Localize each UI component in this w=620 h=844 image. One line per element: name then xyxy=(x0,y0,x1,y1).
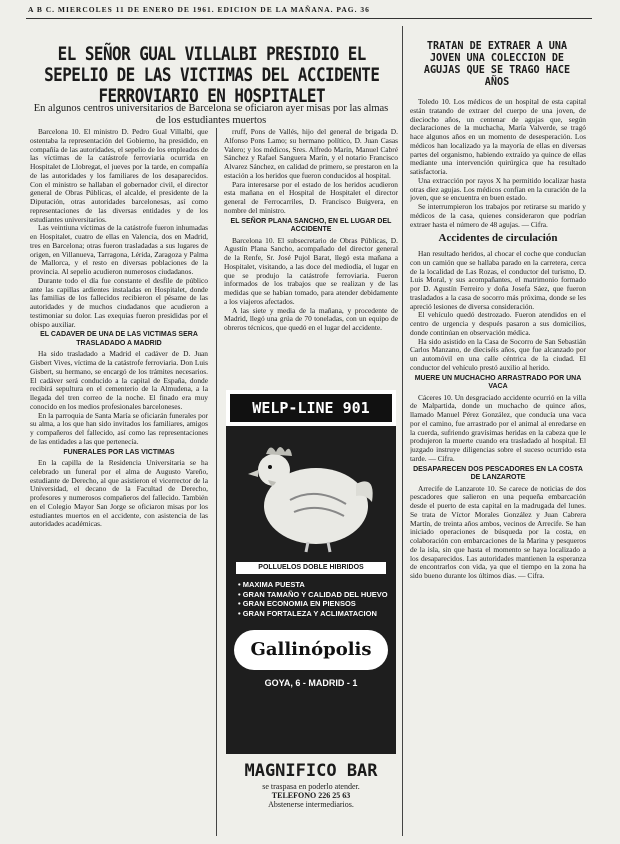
paragraph: Cáceres 10. Un desgraciado accidente ocurrió en la villa de Malpartida, donde un muchacho de quince años, llamado Manuel Pérez González, que conducía una vaca por el camino, fue arrastrado por el animal al enredarse en la cuerda, sufriendo gravísimas heridas en la cabeza que le produjeron la muerte cuando era trasladado al hospital. El juzgado instruye diligencias sobre el suceso ocurrido esta tarde. — Cifra. xyxy=(410,392,586,463)
section-title-accidentes: Accidentes de circulación xyxy=(438,232,558,244)
main-subheadline: En algunos centros universitarios de Barcelona se oficiaron ayer misas por las almas de los estudiantes muertos xyxy=(33,103,389,126)
bar-classified-ad xyxy=(226,760,396,842)
bar-ad-phone: TELEFONO 226 25 63 xyxy=(271,791,351,800)
section-heading: EL CADAVER DE UNA DE LAS VICTIMAS SERA TRASLADADO A MADRID xyxy=(40,331,198,347)
ad-title: WELP-LINE 901 xyxy=(230,394,392,422)
paragraph: Han resultado heridos, al chocar el coche que conducían con un camión que se hallaba parado en la carretera, cerca de la localidad de Las Rozas, el conductor del turismo, D. Luis Moral, y sus acompañantes, el matrimonio formado por D. Agustín Ferreiro y doña Josefa Sáez, que fueron trasladados a la casa de socorro más próxima, donde se les apreció lesiones de diversa consideración. xyxy=(410,250,586,311)
paragraph: Ha sido trasladado a Madrid el cadáver de D. Juan Gisbert Vives, víctima de la catástrofe ferroviaria. Don Luis Gisbert, su hermano, se encargó de los trámites necesarios. El cadáver será conducido a la capital de España, donde recibirá sepultura en el cementerio de la Almudena, a la llegada del tren correo de la noche. El finado era muy conocido en los medios profesionales barceloneses. xyxy=(30,349,208,411)
main-headline: EL SEÑOR GUAL VILLALBI PRESIDIO EL SEPELIO DE LAS VICTIMAS DEL ACCIDENTE FERROVIARIO EN HOSPITALET xyxy=(44,44,380,107)
ad-feature: • MAXIMA PUESTA xyxy=(238,580,388,590)
paragraph: Ha sido asistido en la Casa de Socorro de San Sebastián Carlos Manzano, de dieciséis años, que fue alcanzado por un automóvil en una calle céntrica de la ciudad. El conductor del vehículo prestó auxilio al herido. xyxy=(410,336,586,372)
right-story-accidentes xyxy=(410,250,586,836)
section-heading: MUERE UN MUCHACHO ARRASTRADO POR UNA VACA xyxy=(414,374,582,390)
paragraph: A las siete y media de la mañana, y procedente de Madrid, llegó una grúa de 70 toneladas, con un equipo de obreros técnicos, que quedó en el lugar del accidente. xyxy=(224,305,398,332)
paragraph: Barcelona 10. El subsecretario de Obras Públicas, D. Agustín Plana Sancho, acompañado del director general de la Renfe, Sr. José Pujol Barat, llegó esta mañana a Hospitalet, visitando, a las doce del mediodía, el lugar en que se produjo la catástrofe ferroviaria. Fueron informados de los trabajos que se realizan y de las medidas que se habían tomado, para atender debidamente a los viajeros afectados. xyxy=(224,235,398,306)
column-1 xyxy=(30,128,208,834)
paragraph: Toledo 10. Los médicos de un hospital de esta capital están tratando de extraer del cuerpo de una joven, de dieciocho años, un centenar de agujas que, según declaraciones de la muchacha, María Valverde, se tragó hace algunos años en un momento de desesperación. Los médicos han localizado ya la mayoría de ellas en diversas partes del organismo, habiendo extraído ya quince de ellas mediante una intervención quirúrgica que ha resultado satisfactoria. xyxy=(410,98,586,176)
ad-feature-list xyxy=(238,580,388,618)
paragraph: Arrecife de Lanzarote 10. Se carece de noticias de dos pescadores que salieron en una pequeña embarcación desde el puerto de esta capital en la madrugada del lunes. Se trata de Víctor Morales González y Juan Cabrera Martín, de treinta años ambos, vecinos de Arrecife. Se han iniciado operaciones de búsqueda por la costa, en colaboración con embarcaciones de la Marina y pesqueros de la isla, sin que hasta el momento se haya localizado a los desaparecidos. Las autoridades mantienen la esperanza de encontrarlos con vida, ya que el tiempo en la zona ha sido bueno durante los últimos días. — Cifra. xyxy=(410,483,586,580)
section-heading: DESAPARECEN DOS PESCADORES EN LA COSTA DE LANZAROTE xyxy=(413,465,583,481)
column-divider xyxy=(402,26,403,836)
bar-ad-title: MAGNIFICO BAR xyxy=(244,761,378,781)
ad-feature: • GRAN TAMAÑO Y CALIDAD DEL HUEVO xyxy=(238,590,388,600)
section-heading: FUNERALES POR LAS VICTIMAS xyxy=(63,448,175,456)
page-folio: A B C. MIERCOLES 11 DE ENERO DE 1961. EDICION DE LA MAÑANA. PAG. 36 xyxy=(28,5,370,14)
ad-brand-name: Gallinópolis xyxy=(234,630,388,670)
hen-illustration xyxy=(244,436,378,554)
ad-title-frame xyxy=(226,390,396,426)
top-rule xyxy=(26,18,592,19)
paragraph: Barcelona 10. El ministro D. Pedro Gual Villalbí, que ostentaba la representación del Gobierno, ha presidido, en compañía de las autoridades, el sepelio de los empleados de las víctimas de la catástrofe ferroviaria ocurrida en Hospitalet de Llobregat, el jueves por la tarde, en compañía de las autoridades y los familiares de los desaparecidos. Con el ministro se hallaban el gobernador civil, el director general de Obras Públicas, el alcalde, el presidente de la Diputación, otras autoridades barcelonesas, así como representaciones de las diversas entidades y de los estudiantes universitarios. xyxy=(30,128,208,224)
ad-strip-label: POLLUELOS DOBLE HIBRIDOS xyxy=(236,562,386,574)
right-headline: TRATAN DE EXTRAER A UNA JOVEN UNA COLECCION DE AGUJAS QUE SE TRAGO HACE AÑOS xyxy=(423,39,571,88)
paragraph: Durante todo el día fue constante el desfile de público ante las capillas ardientes instaladas en Hospitalet, donde las familias de los fallecidos recibieron el pésame de las autoridades y de muchos ciudadanos que acudieron a testimoniar su dolor. Las exequias fueron presididas por el obispo auxiliar. xyxy=(30,275,208,329)
column-2 xyxy=(224,128,398,384)
paragraph: Se interrumpieron los trabajos por retirarse su marido y médicos de la casa, quienes consideraron que podrían extraer hasta el número de 48 agujas. — Cifra. xyxy=(410,202,586,229)
bar-ad-line: Abstenerse intermediarios. xyxy=(268,800,354,809)
right-story-agujas xyxy=(410,98,586,230)
paragraph: Las veintiuna víctimas de la catástrofe fueron inhumadas en Hospitalet, cuatro de ellas en Valencia, dos en Madrid, tres en Barcelona; otras fueron trasladadas a sus lugares de origen, en Villanueva, Tarragona, Lérida, Zaragoza y Palma de Mallorca, y el resto en diversas poblaciones de la provincia. Al sepelio acudieron numerosos ciudadanos. xyxy=(30,223,208,276)
paragraph: rruff, Pons de Vallés, hijo del general de brigada D. Alfonso Pons Lamo; su hermano político, D. Juan Casas Valero; y los médicos, Sres. Alfredo Marín, Manuel Cabré Sánchez y Rafael Sanguera Marín, y el notario Francisco Alvarez Sánchez, en calidad de primero, se prestaron en la estación a los heridos que fueron conducidos al hospital. xyxy=(224,128,398,180)
ad-address: GOYA, 6 - MADRID - 1 xyxy=(264,678,358,688)
paragraph: En la capilla de la Residencia Universitaria se ha celebrado un funeral por el alma de Augusto Vareño, estudiante de Derecho, al que asistieron el vicerrector de la Universidad, el decano de la Facultad de Derecho, profesores y numerosos compañeros del fallecido. También en el Colegio Mayor San Jorge se oficiaron misas por los estudiantes muertos en el accidente, con asistencia de las autoridades académicas. xyxy=(30,458,208,529)
ad-feature: • GRAN ECONOMIA EN PIENSOS xyxy=(238,599,388,609)
paragraph: Una extracción por rayos X ha permitido localizar hasta otras diez agujas. Los médicos confían en la curación de la joven, que se encuentra en buen estado. xyxy=(410,175,586,203)
section-heading: EL SEÑOR PLANA SANCHO, EN EL LUGAR DEL ACCIDENTE xyxy=(230,217,392,233)
bar-ad-line: se traspasa en poderlo atender. xyxy=(262,782,360,791)
gallinopolis-advertisement xyxy=(226,390,396,754)
paragraph: Para interesarse por el estado de los heridos acudieron esta mañana en el Hospital de Hospitalet el director general de Ferrocarriles, D. Francisco Buigvera, en nombre del ministro. xyxy=(224,179,398,215)
column-divider xyxy=(216,128,217,836)
paragraph: El vehículo quedó destrozado. Fueron atendidos en el centro de urgencia y después pasaron a sus domicilios, donde continúan en observación médica. xyxy=(410,310,586,337)
paragraph: En la parroquia de Santa María se oficiarán funerales por su alma, a los que han sido invitados los familiares, amigos y compañeros del fallecido, así como las representaciones de las entidades a las que pertenecía. xyxy=(30,410,208,446)
ad-feature: • GRAN FORTALEZA Y ACLIMATACION xyxy=(238,609,388,619)
